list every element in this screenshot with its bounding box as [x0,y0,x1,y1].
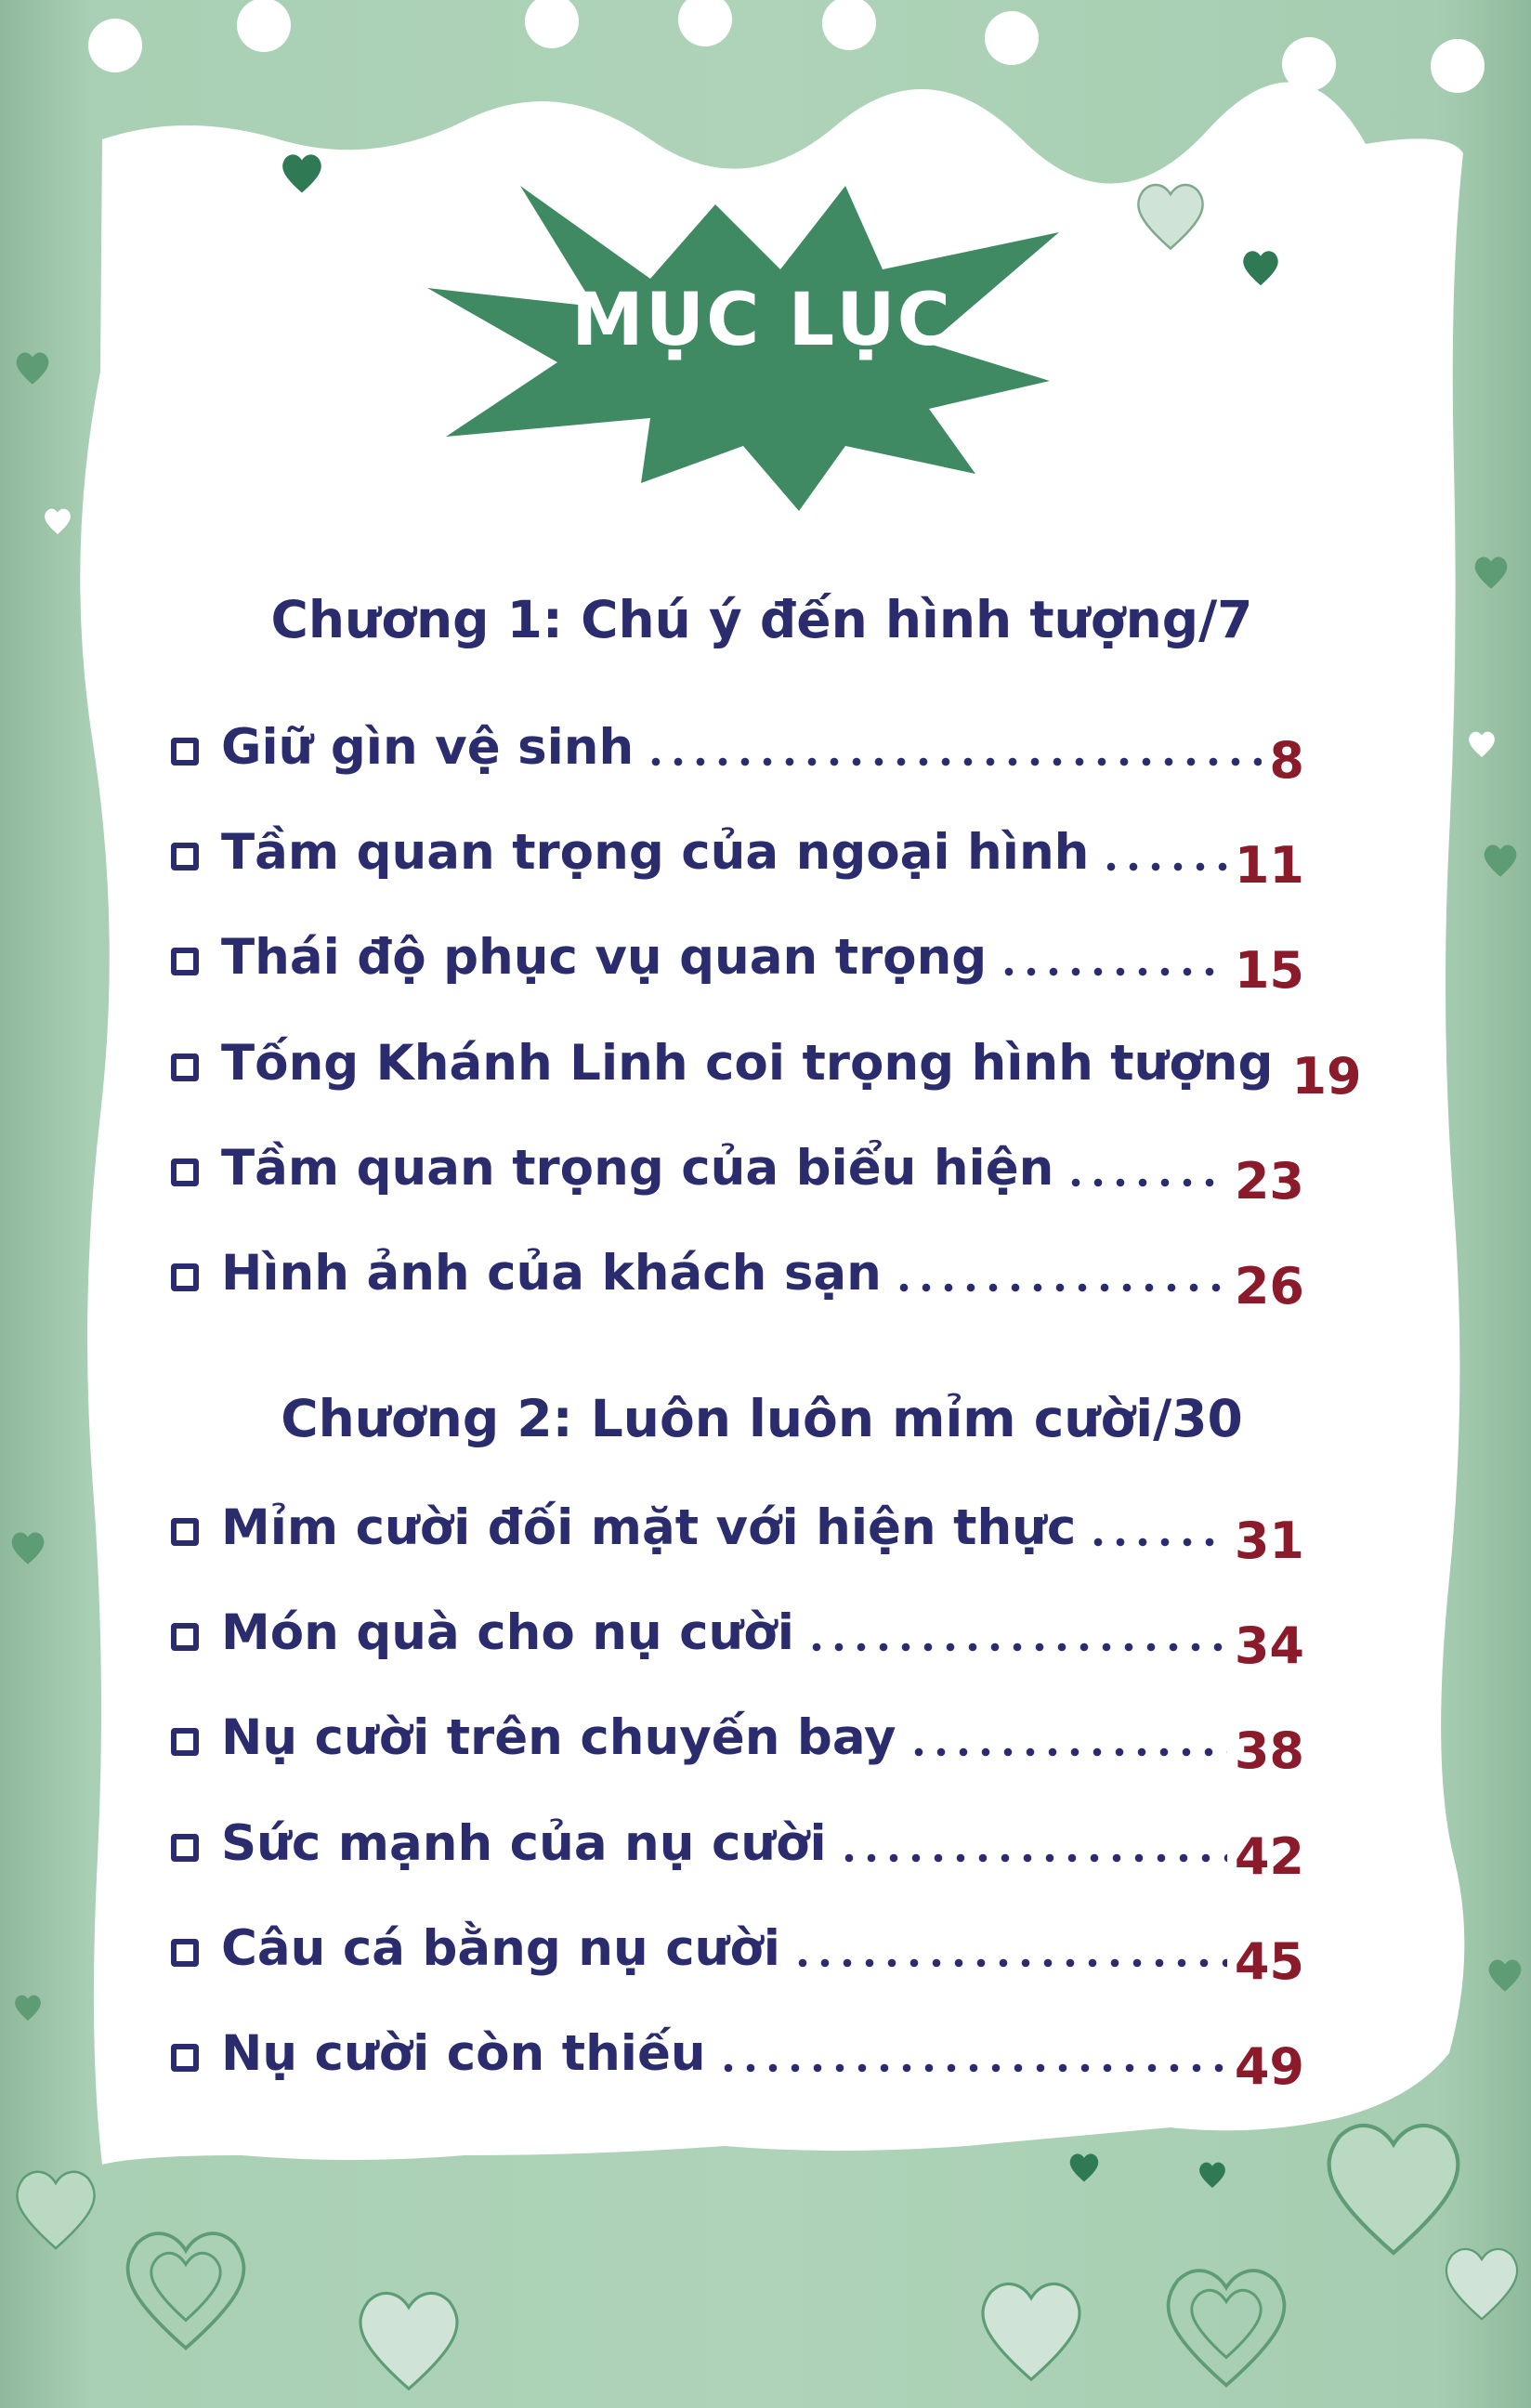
heart-icon [9,344,56,390]
checkbox-icon [171,1728,199,1756]
heart-icon [1468,548,1514,595]
chapter-heading: Chương 2: Luôn luôn mỉm cười/30 [281,1389,1243,1448]
heart-icon [9,1988,46,2025]
toc-entry[interactable] [171,1907,1304,1991]
toc-entry-title: Giữ gìn vệ sinh [221,719,635,776]
page-title: MỤC LỤC [571,279,952,362]
dot-leader [1100,861,1226,872]
checkbox-icon [171,1623,199,1651]
toc-entry[interactable] [171,1127,1304,1211]
heart-icon [1194,2155,1231,2192]
heart-icon [1463,725,1500,762]
checkbox-icon [171,2044,199,2072]
toc-entry-title: Hình ảnh của khách sạn [221,1245,882,1302]
checkbox-icon [171,1054,199,1081]
toc-entry-page: 15 [1234,941,1304,1000]
dot-leader [838,1852,1227,1864]
toc-entry-page: 11 [1234,836,1304,895]
heart-icon [1119,167,1222,260]
toc-entry[interactable] [171,811,1304,895]
toc-entry-title: Nụ cười còn thiếu [221,2025,706,2082]
checkbox-icon [171,843,199,870]
checkbox-icon [171,1939,199,1967]
toc-entry[interactable] [171,1486,1304,1570]
toc-entry-title: Món quà cho nụ cười [221,1604,794,1661]
heart-icon [5,1524,51,1570]
checkbox-icon [171,948,199,975]
checkbox-icon [171,1158,199,1186]
toc-entry-title: Mỉm cười đối mặt với hiện thực [221,1499,1077,1556]
toc-entry[interactable] [171,2012,1304,2096]
heart-icon [962,2248,1101,2406]
checkbox-icon [171,1518,199,1546]
toc-entry-title: Tầm quan trọng của ngoại hình [221,824,1090,881]
toc-entry-page: 34 [1234,1616,1304,1675]
dot-leader [645,756,1262,767]
checkbox-icon [171,1263,199,1291]
toc-entry-page: 23 [1234,1152,1304,1211]
toc-entry-page: 19 [1291,1047,1362,1106]
dot-leader [792,1957,1227,1969]
toc-entry[interactable] [171,1696,1304,1780]
toc-entry[interactable] [171,1022,1362,1106]
toc-entry-page: 49 [1234,2037,1304,2096]
heart-icon [1431,2211,1531,2350]
toc-entry-page: 38 [1234,1721,1304,1780]
heart-icon [0,2137,111,2276]
toc-entry-page: 45 [1234,1932,1304,1991]
toc-entry-title: Nụ cười trên chuyến bay [221,1709,896,1766]
heart-icon [339,2267,478,2406]
toc-entry-title: Sức mạnh của nụ cười [221,1815,827,1872]
heart-icon [1064,2146,1105,2187]
heart-icon [1236,242,1286,292]
toc-entry-page: 31 [1234,1512,1304,1570]
heart-icon [1482,1951,1528,1997]
toc-entry[interactable] [171,1591,1304,1675]
heart-icon [274,144,330,200]
toc-entry[interactable] [171,706,1304,790]
toc-entry[interactable] [171,1802,1304,1886]
toc-entry-title: Tống Khánh Linh coi trọng hình tượng [221,1035,1274,1092]
dot-leader [893,1282,1227,1293]
toc-entry-page: 8 [1269,731,1304,790]
toc-entry-title: Câu cá bằng nụ cười [221,1920,780,1977]
dot-leader [908,1747,1227,1758]
dot-leader [717,2062,1227,2074]
toc-entry[interactable] [171,916,1304,1000]
chapter-heading: Chương 1: Chú ý đến hình tượng/7 [270,590,1253,649]
toc-entry-page: 42 [1234,1827,1304,1886]
heart-icon [102,2202,269,2369]
heart-icon [1143,2239,1310,2406]
dot-leader [998,966,1227,977]
heart-icon [39,502,76,539]
toc-entry-title: Tầm quan trọng của biểu hiện [221,1140,1054,1197]
heart-icon [1477,836,1524,883]
checkbox-icon [171,1834,199,1862]
checkbox-icon [171,738,199,766]
dot-leader [1065,1177,1226,1188]
toc-entry-title: Thái độ phục vụ quan trọng [221,929,988,986]
dot-leader [1087,1537,1227,1548]
toc-entry[interactable] [171,1232,1304,1315]
toc-entry-page: 26 [1234,1257,1304,1315]
dot-leader [805,1642,1227,1653]
